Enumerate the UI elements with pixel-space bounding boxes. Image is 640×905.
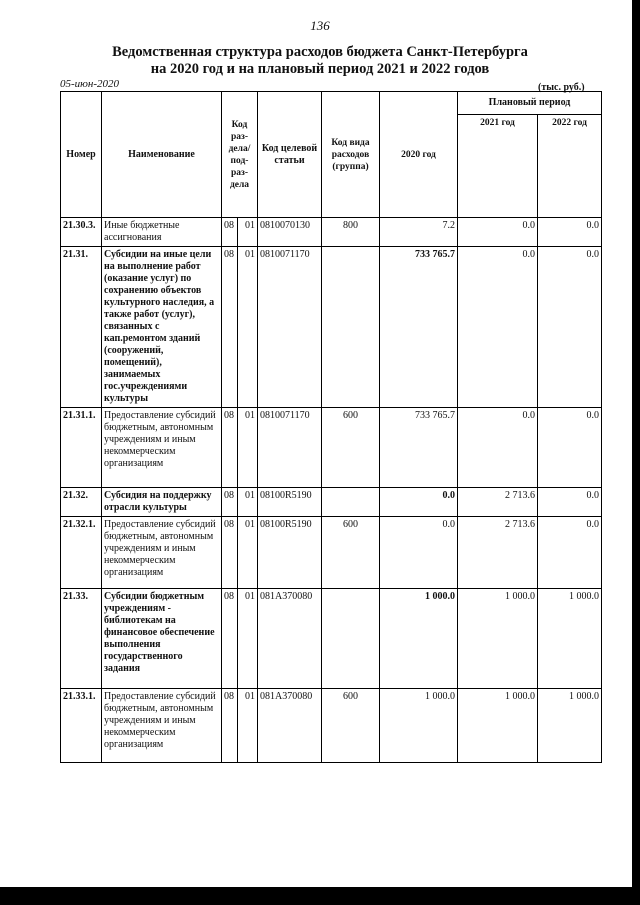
row-target: 0810070130 <box>258 218 322 247</box>
header-target: Код целевой статьи <box>258 92 322 218</box>
row-section: 08 <box>222 689 238 763</box>
row-2020: 0.0 <box>380 517 458 589</box>
page-number: 136 <box>310 18 330 33</box>
row-name: Субсидии на иные цели на выполнение работ (оказание услуг) по сохранению объектов культурного наследия, а также работ (услуг), связанных с кап.ремонтом зданий (сооружений, помещений), занимаемых гос.учреждениями культуры <box>102 247 222 408</box>
row-name: Субсидии бюджетным учреждениям - библиотекам на финансовое обеспечение выполнения государственного задания <box>102 589 222 689</box>
budget-table <box>60 91 602 763</box>
row-2020: 1 000.0 <box>380 589 458 689</box>
row-kind <box>322 247 380 408</box>
row-name: Иные бюджетные ассигнования <box>102 218 222 247</box>
row-section: 08 <box>222 488 238 517</box>
header-2022: 2022 год <box>538 115 602 218</box>
table-row <box>61 689 602 763</box>
row-number: 21.32. <box>61 488 102 517</box>
row-section: 08 <box>222 247 238 408</box>
row-2022: 1 000.0 <box>538 689 602 763</box>
row-subsection: 01 <box>238 488 258 517</box>
header-section: Код раз-дела/ под-раз-дела <box>222 92 258 218</box>
row-target: 08100R5190 <box>258 488 322 517</box>
row-section: 08 <box>222 517 238 589</box>
units-label: (тыс. руб.) <box>538 82 585 93</box>
row-target: 081A370080 <box>258 589 322 689</box>
row-subsection: 01 <box>238 247 258 408</box>
table-row <box>61 488 602 517</box>
header-name: Наименование <box>102 92 222 218</box>
row-2021: 1 000.0 <box>458 689 538 763</box>
title-line-2: на 2020 год и на плановый период 2021 и 2022 годов <box>150 61 490 77</box>
row-subsection: 01 <box>238 517 258 589</box>
header-number: Номер <box>61 92 102 218</box>
row-2022: 1 000.0 <box>538 589 602 689</box>
table-row <box>61 218 602 247</box>
header-planned: Плановый период <box>458 92 602 115</box>
document-date: 05-июн-2020 <box>60 78 120 90</box>
row-2021: 0.0 <box>458 218 538 247</box>
row-section: 08 <box>222 589 238 689</box>
row-section: 08 <box>222 218 238 247</box>
row-subsection: 01 <box>238 408 258 488</box>
row-2021: 2 713.6 <box>458 488 538 517</box>
row-kind <box>322 488 380 517</box>
row-number: 21.30.3. <box>61 218 102 247</box>
row-2021: 0.0 <box>458 247 538 408</box>
table-row <box>61 247 602 408</box>
scan-edge-bottom <box>0 887 640 905</box>
row-number: 21.31.1. <box>61 408 102 488</box>
row-subsection: 01 <box>238 589 258 689</box>
header-kind: Код вида расходов (группа) <box>322 92 380 218</box>
page-title <box>0 44 640 78</box>
row-2020: 1 000.0 <box>380 689 458 763</box>
row-name: Предоставление субсидий бюджетным, автономным учреждениям и иным некоммерческим организациям <box>102 408 222 488</box>
scan-edge-right <box>632 0 640 905</box>
row-target: 0810071170 <box>258 247 322 408</box>
row-2022: 0.0 <box>538 408 602 488</box>
row-name: Субсидия на поддержку отрасли культуры <box>102 488 222 517</box>
table-row <box>61 517 602 589</box>
row-2022: 0.0 <box>538 488 602 517</box>
row-2021: 2 713.6 <box>458 517 538 589</box>
row-number: 21.31. <box>61 247 102 408</box>
row-2022: 0.0 <box>538 247 602 408</box>
row-kind: 600 <box>322 408 380 488</box>
row-kind: 600 <box>322 517 380 589</box>
row-target: 0810071170 <box>258 408 322 488</box>
row-section: 08 <box>222 408 238 488</box>
table-body <box>61 218 602 763</box>
row-subsection: 01 <box>238 689 258 763</box>
row-2020: 733 765.7 <box>380 408 458 488</box>
row-kind <box>322 589 380 689</box>
row-kind: 600 <box>322 689 380 763</box>
row-number: 21.32.1. <box>61 517 102 589</box>
row-target: 081A370080 <box>258 689 322 763</box>
table-row <box>61 408 602 488</box>
row-name: Предоставление субсидий бюджетным, автономным учреждениям и иным некоммерческим организациям <box>102 689 222 763</box>
header-2020: 2020 год <box>380 92 458 218</box>
row-2020: 733 765.7 <box>380 247 458 408</box>
title-line-1: Ведомственная структура расходов бюджета Санкт-Петербурга <box>112 44 528 60</box>
row-2021: 0.0 <box>458 408 538 488</box>
row-2021: 1 000.0 <box>458 589 538 689</box>
row-2020: 7.2 <box>380 218 458 247</box>
row-2022: 0.0 <box>538 218 602 247</box>
row-number: 21.33.1. <box>61 689 102 763</box>
row-target: 08100R5190 <box>258 517 322 589</box>
header-2021: 2021 год <box>458 115 538 218</box>
row-kind: 800 <box>322 218 380 247</box>
row-subsection: 01 <box>238 218 258 247</box>
row-2022: 0.0 <box>538 517 602 589</box>
row-number: 21.33. <box>61 589 102 689</box>
row-2020: 0.0 <box>380 488 458 517</box>
row-name: Предоставление субсидий бюджетным, автономным учреждениям и иным некоммерческим организациям <box>102 517 222 589</box>
table-row <box>61 589 602 689</box>
